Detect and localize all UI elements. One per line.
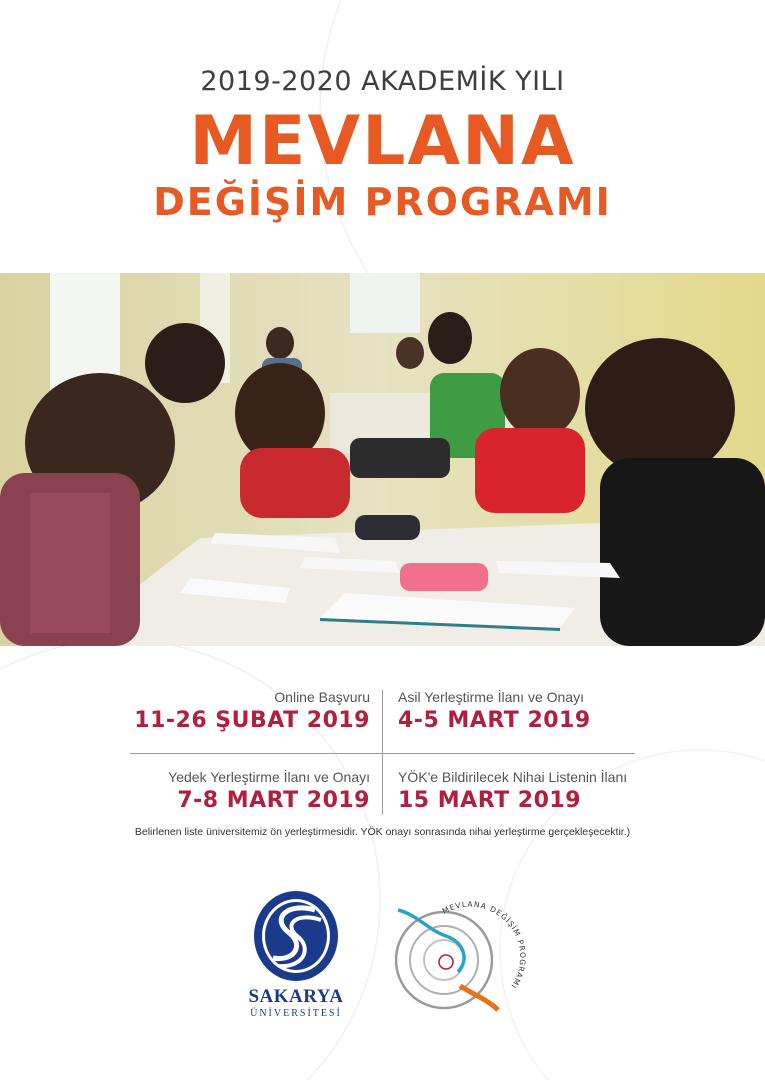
sakarya-emblem-icon <box>243 888 349 984</box>
page-title: MEVLANA <box>189 102 576 181</box>
students-photo <box>0 273 765 646</box>
schedule-item-main-placement <box>398 688 638 736</box>
horizontal-divider <box>130 753 635 754</box>
schedule-grid <box>130 688 635 823</box>
schedule-item-reserve-placement <box>130 768 370 816</box>
schedule-date: 11-26 ŞUBAT 2019 <box>134 708 370 733</box>
mevlana-logo-text: MEVLANA DEĞİŞİM PROGRAMI <box>440 899 528 991</box>
page-subtitle: DEĞİŞİM PROGRAMI <box>153 180 612 224</box>
mevlana-program-logo <box>388 890 538 1015</box>
schedule-label: YÖK'e Bildirilecek Nihai Listenin İlanı <box>398 769 628 785</box>
university-subtitle: ÜNİVERSİTESİ <box>250 1008 342 1019</box>
sakarya-university-logo <box>243 888 349 1028</box>
schedule-item-final-list <box>398 768 638 816</box>
schedule-label: Online Başvuru <box>274 689 370 705</box>
schedule-label: Asil Yerleştirme İlanı ve Onayı <box>398 689 584 705</box>
schedule-date: 7-8 MART 2019 <box>177 788 370 813</box>
academic-year: 2019-2020 AKADEMİK YILI <box>200 66 565 97</box>
schedule-date: 4-5 MART 2019 <box>398 708 591 733</box>
schedule-date: 15 MART 2019 <box>398 788 582 813</box>
placement-note: Belirlenen liste üniversitemiz ön yerleştirmesidir. YÖK onayı sonrasında nihai yerleştirme gerçekleşecektir.) <box>134 826 631 838</box>
schedule-item-online-application <box>130 688 370 736</box>
university-name: SAKARYA <box>248 986 344 1007</box>
schedule-label: Yedek Yerleştirme İlanı ve Onayı <box>168 769 370 785</box>
